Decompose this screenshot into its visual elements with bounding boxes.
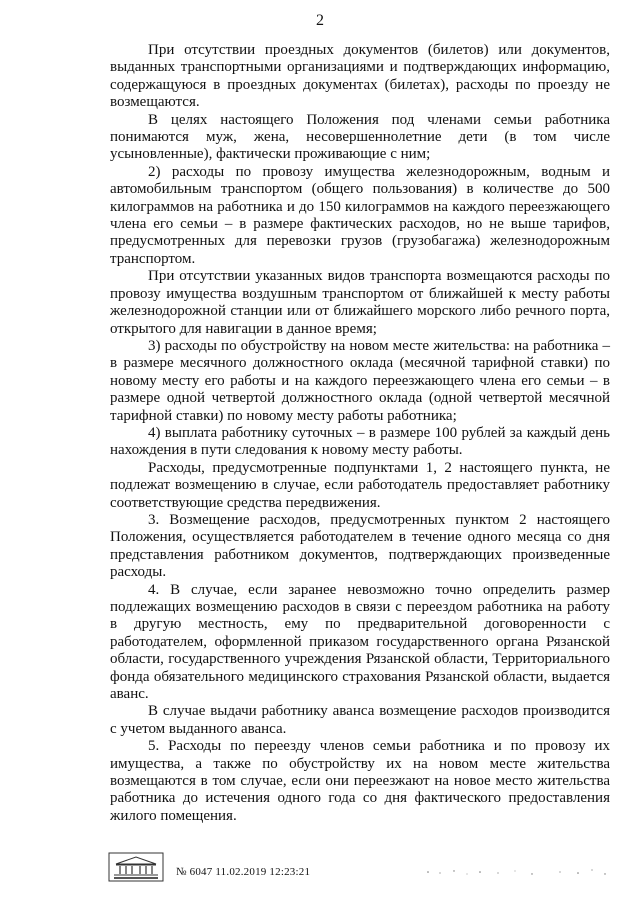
paragraph: 3) расходы по обустройству на новом месте жительства: на работника – в размере месячного должностного оклада (месячной тарифной ставки) по новому месту его работы и на каждого переезжающего члена его семьи – в размере одной четвертой должностного оклада (одной четвертой месячной тарифной ставки) по новому месту работы работника; bbox=[110, 337, 610, 424]
paragraph: 4. В случае, если заранее невозможно точно определить размер подлежащих возмещению расходов в связи с переездом работника на работу в другую местность, ему по предварительной договоренности с работодателем, оформленной приказом государственного органа Рязанской области, государственного учреждения Рязанской области, Территориального фонда обязательного медицинского страхования Рязанской области, выдается аванс. bbox=[110, 581, 610, 703]
page-number: 2 bbox=[316, 12, 324, 29]
building-seal-icon bbox=[108, 852, 164, 882]
paragraph: При отсутствии проездных документов (билетов) или документов, выданных транспортными организациями и подтверждающих информацию, содержащуюся в проездных документах (билетах), расходы по проезду не возмещаются. bbox=[110, 42, 610, 111]
document-body bbox=[110, 42, 610, 825]
paragraph: В случае выдачи работнику аванса возмещение расходов производится с учетом выданного аванса. bbox=[110, 703, 610, 737]
paragraph: 5. Расходы по переезду членов семьи работника и по провозу их имущества, а также по обустройству их на новом месте жительства возмещаются в том случае, если они переезжают на новое место жительства работника до истечения одного года со дня фактического предоставления жилого помещения. bbox=[110, 738, 610, 824]
paragraph: 4) выплата работнику суточных – в размере 100 рублей за каждый день нахождения в пути следования к новому месту работы. bbox=[110, 424, 610, 459]
paragraph: 3. Возмещение расходов, предусмотренных пунктом 2 настоящего Положения, осуществляется работодателем в течение одного месяца со дня представления работником документов, подтверждающих произведенные расходы. bbox=[110, 511, 610, 581]
paragraph: В целях настоящего Положения под членами семьи работника понимаются муж, жена, несовершеннолетние дети (в том числе усыновленные), фактически проживающие с ним; bbox=[110, 111, 610, 163]
paragraph: При отсутствии указанных видов транспорта возмещаются расходы по провозу имущества воздушным транспортом от ближайшей к месту работы железнодорожной станции или от ближайшего морского либо речного порта, открытого для навигации в данное время; bbox=[110, 268, 610, 337]
scan-noise bbox=[420, 862, 610, 882]
paragraph: 2) расходы по провозу имущества железнодорожным, водным и автомобильным транспортом (общего пользования) в количестве до 500 килограммов на работника и до 150 килограммов на каждого переезжающего члена его семьи – в размере фактических расходов, но не выше тарифов, предусмотренных для перевозки грузов (грузобагажа) железнодорожным транспортом. bbox=[110, 163, 610, 267]
page-footer bbox=[0, 840, 640, 890]
document-registration-stamp: № 6047 11.02.2019 12:23:21 bbox=[176, 866, 311, 878]
paragraph: Расходы, предусмотренные подпунктами 1, 2 настоящего пункта, не подлежат возмещению в случае, если работодатель предоставляет работнику соответствующие средства передвижения. bbox=[110, 459, 610, 511]
